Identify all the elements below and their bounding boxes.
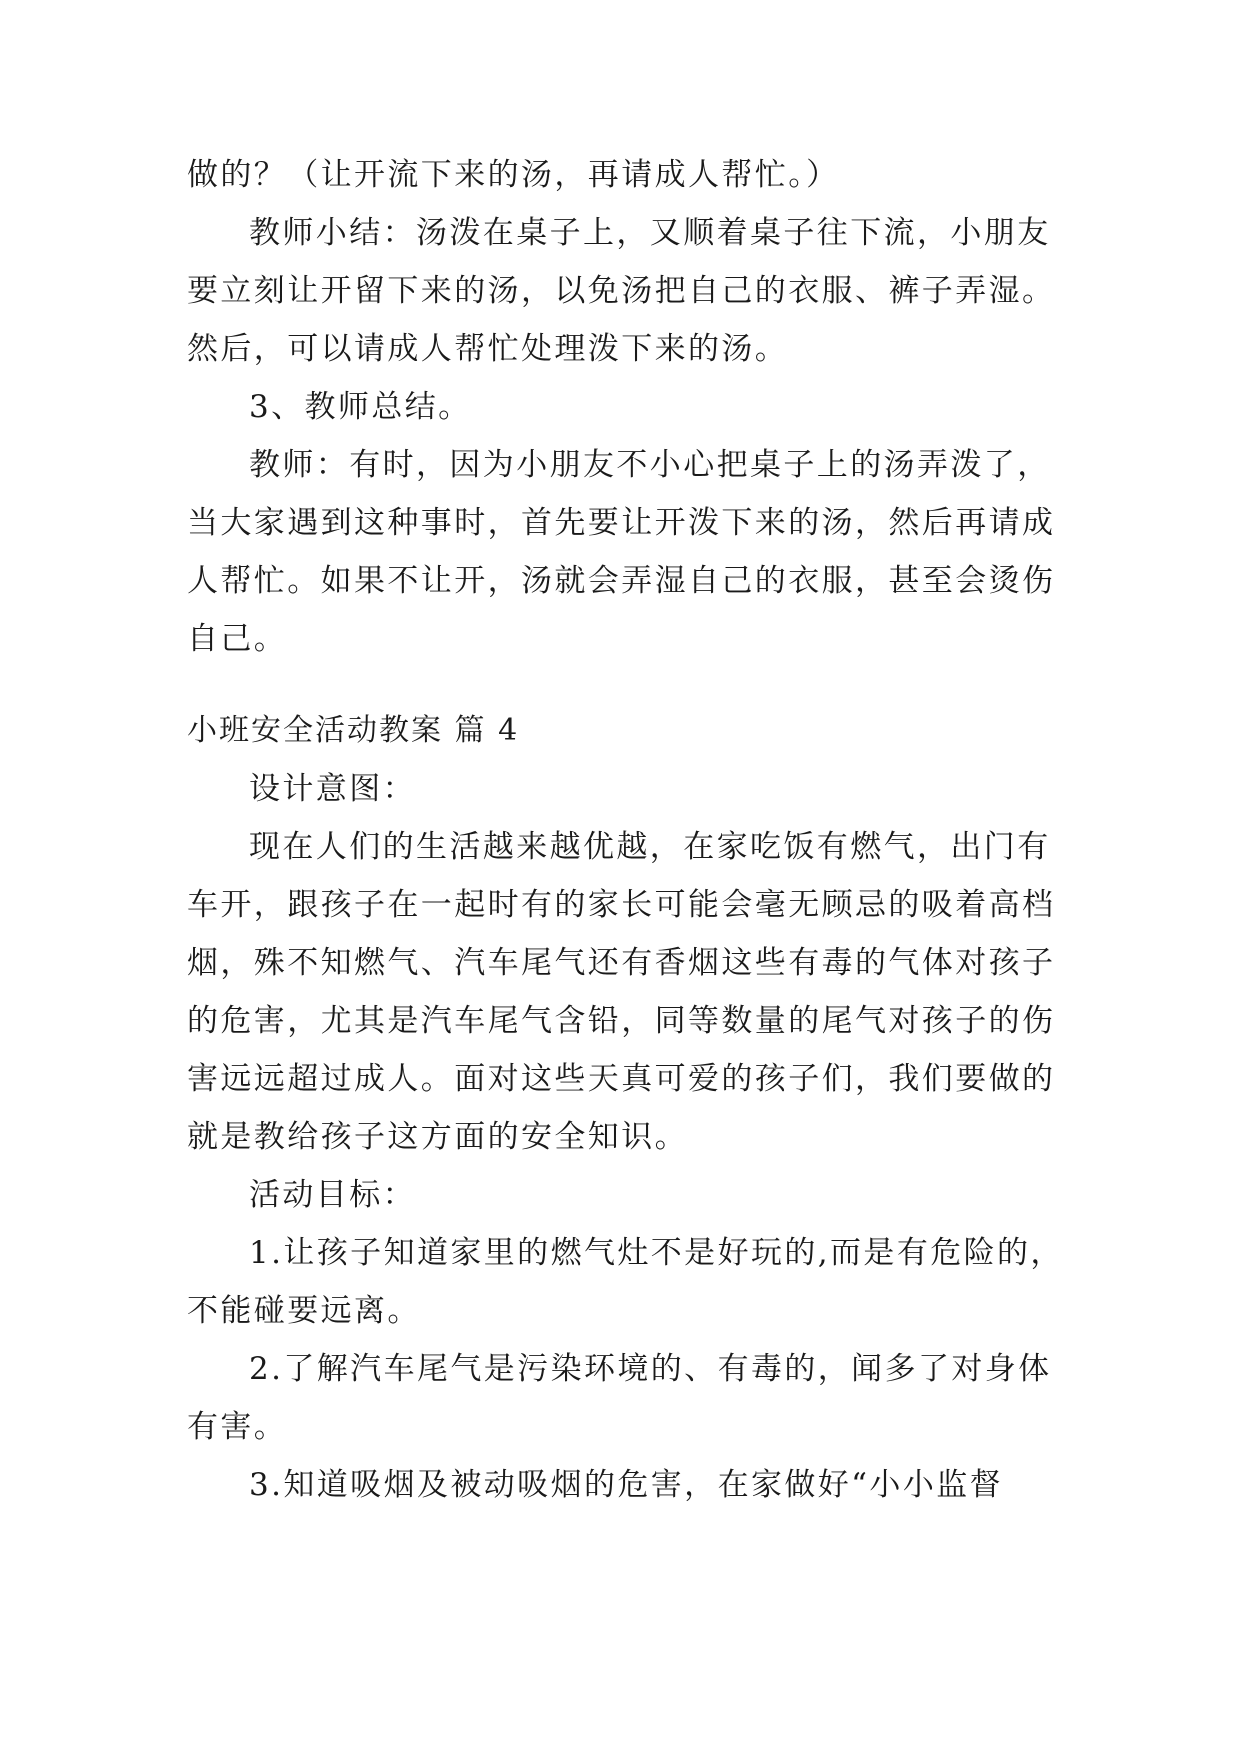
section-title: 小班安全活动教案 篇 4 bbox=[187, 713, 520, 748]
text-line: 当大家遇到这种事时，首先要让开泼下来的汤，然后再请成 bbox=[187, 505, 1056, 541]
text-line: 有害。 bbox=[187, 1409, 288, 1445]
text-line: 然后，可以请成人帮忙处理泼下来的汤。 bbox=[187, 331, 789, 367]
text-line: 的危害，尤其是汽车尾气含铅，同等数量的尾气对孩子的伤 bbox=[187, 1003, 1056, 1039]
text-line: 2.了解汽车尾气是污染环境的、有毒的，闻多了对身体 bbox=[249, 1351, 1052, 1387]
text-line: 做的？（让开流下来的汤，再请成人帮忙。） bbox=[187, 157, 840, 193]
text-line: 人帮忙。如果不让开，汤就会弄湿自己的衣服，甚至会烫伤 bbox=[187, 563, 1056, 599]
paragraph-design-intent bbox=[187, 827, 1055, 1157]
paragraph-goal-1 bbox=[187, 1233, 1064, 1331]
text-line: 1.让孩子知道家里的燃气灶不是好玩的,而是有危险的， bbox=[249, 1235, 1064, 1271]
document-body bbox=[187, 155, 1064, 1523]
text-line: 3、教师总结。 bbox=[249, 389, 472, 425]
paragraph-step-3 bbox=[187, 387, 1055, 427]
paragraph-teacher-remark bbox=[187, 445, 1055, 659]
text-line: 害远远超过成人。面对这些天真可爱的孩子们，我们要做的 bbox=[187, 1061, 1056, 1097]
text-line: 活动目标： bbox=[249, 1177, 416, 1213]
paragraph bbox=[187, 155, 1055, 195]
text-line: 3.知道吸烟及被动吸烟的危害，在家做好“小小监督 bbox=[249, 1467, 1004, 1503]
paragraph-design-intent-label bbox=[187, 769, 1055, 809]
paragraph-goal-2 bbox=[187, 1349, 1055, 1447]
text-line: 不能碰要远离。 bbox=[187, 1293, 421, 1329]
text-line: 现在人们的生活越来越优越，在家吃饭有燃气，出门有 bbox=[249, 829, 1051, 865]
text-line: 车开，跟孩子在一起时有的家长可能会毫无顾忌的吸着高档 bbox=[187, 887, 1056, 923]
text-line: 自己。 bbox=[187, 621, 288, 657]
text-line: 要立刻让开留下来的汤，以免汤把自己的衣服、裤子弄湿。 bbox=[187, 273, 1056, 309]
paragraph-goal-3 bbox=[187, 1465, 1055, 1505]
paragraph-teacher-summary bbox=[187, 213, 1055, 369]
text-line: 烟，殊不知燃气、汽车尾气还有香烟这些有毒的气体对孩子 bbox=[187, 945, 1056, 981]
paragraph-activity-goals-label bbox=[187, 1175, 1055, 1215]
text-line: 就是教给孩子这方面的安全知识。 bbox=[187, 1119, 688, 1155]
section-heading bbox=[187, 711, 1055, 751]
text-line: 设计意图： bbox=[249, 771, 416, 807]
text-line: 教师：有时，因为小朋友不小心把桌子上的汤弄泼了， bbox=[249, 447, 1051, 483]
text-line: 教师小结：汤泼在桌子上，又顺着桌子往下流，小朋友 bbox=[249, 215, 1051, 251]
